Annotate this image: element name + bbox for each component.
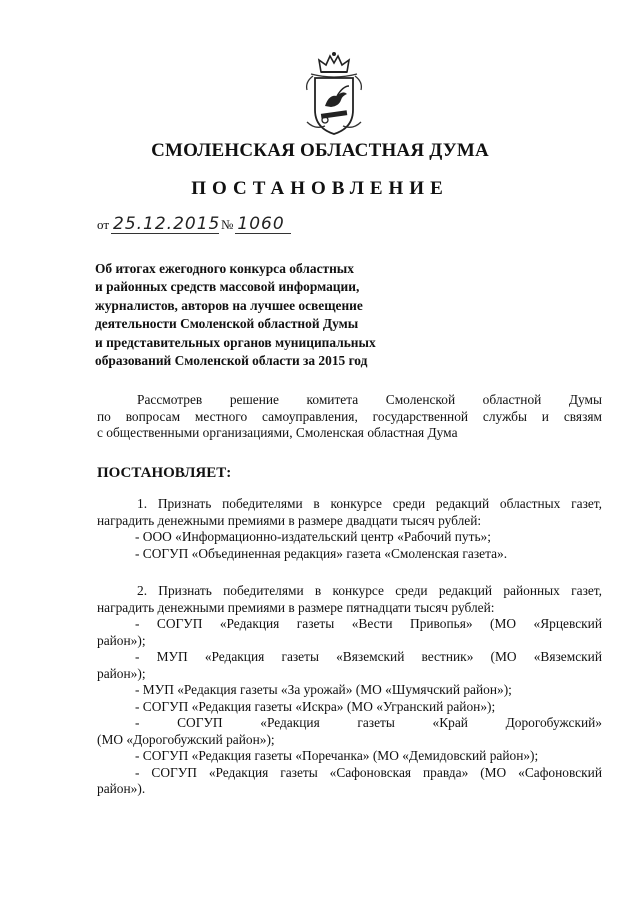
document-subject bbox=[95, 260, 435, 370]
item-2-line: наградить денежными премиями в размере пятнадцати тысяч рублей: bbox=[97, 599, 495, 615]
item-2-line: - СОГУП «Редакция газеты «Сафоновская правда» (МО «Сафоновский bbox=[135, 764, 602, 780]
preamble-line: с общественными организациями, Смоленская областная Дума bbox=[97, 425, 458, 440]
preamble-line: по вопросам местного самоуправления, государственной службы и связям bbox=[97, 408, 602, 424]
subject-line: и представительных органов муниципальных bbox=[95, 334, 376, 350]
date-value: 25.12.2015 bbox=[113, 214, 221, 234]
item-1-line: 1. Признать победителями в конкурсе среди редакций областных газет, bbox=[137, 496, 602, 511]
subject-line: образований Смоленской области за 2015 год bbox=[95, 353, 368, 369]
subject-line: и районных средств массовой информации, bbox=[95, 279, 360, 295]
subject-line: деятельности Смоленской областной Думы bbox=[95, 316, 359, 332]
item-2-line: 2. Признать победителями в конкурсе среди редакций районных газет, bbox=[137, 583, 602, 598]
item-2-line: (МО «Дорогобужский район»); bbox=[97, 731, 275, 747]
number-value: 1060 bbox=[235, 215, 291, 234]
preamble bbox=[97, 392, 602, 442]
item-2-line: район»). bbox=[97, 781, 146, 796]
document-type: ПОСТАНОВЛЕНИЕ bbox=[191, 178, 449, 199]
decree-word: ПОСТАНОВЛЯЕТ: bbox=[97, 465, 232, 481]
item-2-line: район»); bbox=[97, 632, 146, 648]
organization-name: СМОЛЕНСКАЯ ОБЛАСТНАЯ ДУМА bbox=[151, 140, 489, 161]
item-2 bbox=[97, 583, 602, 798]
item-2-line: - МУП «Редакция газеты «Вяземский вестник» (МО «Вяземский bbox=[135, 649, 602, 664]
item-1-line: наградить денежными премиями в размере двадцати тысяч рублей: bbox=[97, 512, 482, 528]
coat-of-arms-icon bbox=[295, 50, 373, 136]
item-1-line: - ООО «Информационно-издательский центр «Рабочий путь»; bbox=[135, 529, 491, 544]
item-2-line: район»); bbox=[97, 665, 146, 681]
preamble-line: Рассмотрев решение комитета Смоленской областной Думы bbox=[137, 392, 602, 407]
item-1 bbox=[97, 496, 602, 562]
item-2-line: - СОГУП «Редакция газеты «Край Дорогобужский» bbox=[135, 715, 602, 730]
item-2-line: - СОГУП «Редакция газеты «Искра» (МО «Угранский район»); bbox=[135, 698, 496, 714]
item-2-line: - СОГУП «Редакция газеты «Вести Привопья» (МО «Ярцевский bbox=[135, 616, 602, 631]
item-1-line: - СОГУП «Объединенная редакция» газета «Смоленская газета». bbox=[135, 545, 508, 561]
subject-line: журналистов, авторов на лучшее освещение bbox=[95, 297, 363, 313]
item-2-line: - СОГУП «Редакция газеты «Поречанка» (МО «Демидовский район»); bbox=[135, 748, 539, 763]
item-2-line: - МУП «Редакция газеты «За урожай» (МО «Шумячский район»); bbox=[135, 682, 512, 697]
subject-line: Об итогах ежегодного конкурса областных bbox=[95, 261, 354, 276]
number-label: № bbox=[221, 217, 234, 232]
date-label: от bbox=[97, 217, 110, 232]
date-number-line bbox=[95, 215, 291, 234]
